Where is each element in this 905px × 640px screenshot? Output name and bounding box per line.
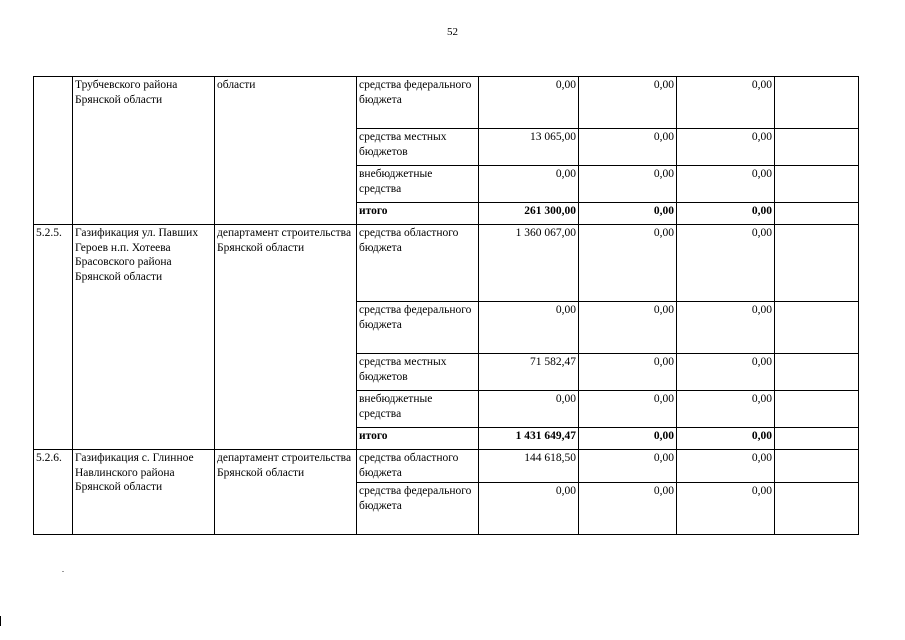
value-cell [775, 77, 859, 129]
value-cell: 0,00 [677, 450, 775, 483]
value-cell: 0,00 [479, 391, 579, 428]
value-cell: 0,00 [677, 225, 775, 302]
total-value-cell: 1 431 649,47 [479, 428, 579, 450]
table-row [34, 225, 859, 302]
value-cell: 0,00 [479, 483, 579, 535]
value-cell: 0,00 [479, 77, 579, 129]
value-cell [775, 225, 859, 302]
executor-cell: департамент строительства Брянской области [215, 450, 357, 535]
value-cell: 0,00 [579, 354, 677, 391]
total-value-cell: 261 300,00 [479, 203, 579, 225]
funding-source-cell: средства областного бюджета [357, 450, 479, 483]
value-cell: 1 360 067,00 [479, 225, 579, 302]
total-value-cell: 0,00 [677, 428, 775, 450]
value-cell: 0,00 [579, 166, 677, 203]
value-cell: 0,00 [677, 391, 775, 428]
value-cell: 144 618,50 [479, 450, 579, 483]
value-cell: 0,00 [579, 450, 677, 483]
value-cell: 0,00 [479, 166, 579, 203]
value-cell: 0,00 [579, 302, 677, 354]
item-name-cell: Газификация ул. Павших Героев н.п. Хотеева Брасовского района Брянской области [73, 225, 215, 450]
funding-source-cell: средства областного бюджета [357, 225, 479, 302]
value-cell: 0,00 [579, 225, 677, 302]
value-cell: 0,00 [579, 77, 677, 129]
item-name-cell: Газификация с. Глинное Навлинского района Брянской области [73, 450, 215, 535]
item-code-cell [34, 77, 73, 225]
value-cell [775, 166, 859, 203]
funding-source-cell: средства федерального бюджета [357, 483, 479, 535]
value-cell [775, 354, 859, 391]
value-cell [775, 483, 859, 535]
value-cell: 0,00 [677, 166, 775, 203]
value-cell [775, 450, 859, 483]
executor-cell: департамент строительства Брянской области [215, 225, 357, 450]
page-number: 52 [447, 26, 458, 38]
total-value-cell: 0,00 [579, 428, 677, 450]
total-value-cell: 0,00 [579, 203, 677, 225]
value-cell: 13 065,00 [479, 129, 579, 166]
funding-source-cell: внебюджетные средства [357, 166, 479, 203]
value-cell: 0,00 [579, 391, 677, 428]
value-cell [775, 428, 859, 450]
funding-source-cell: средства федерального бюджета [357, 302, 479, 354]
value-cell: 0,00 [579, 129, 677, 166]
value-cell [775, 203, 859, 225]
scan-margin-mark [0, 616, 1, 626]
item-code-cell: 5.2.5. [34, 225, 73, 450]
funding-source-cell: средства местных бюджетов [357, 129, 479, 166]
budget-table [33, 76, 859, 535]
value-cell: 0,00 [677, 483, 775, 535]
executor-cell: области [215, 77, 357, 225]
funding-source-cell: итого [357, 428, 479, 450]
total-value-cell: 0,00 [677, 203, 775, 225]
funding-source-cell: итого [357, 203, 479, 225]
table-row [34, 77, 859, 129]
funding-source-cell: средства федерального бюджета [357, 77, 479, 129]
value-cell: 0,00 [479, 302, 579, 354]
value-cell: 0,00 [677, 77, 775, 129]
value-cell: 0,00 [677, 354, 775, 391]
value-cell [775, 302, 859, 354]
value-cell: 71 582,47 [479, 354, 579, 391]
value-cell [775, 129, 859, 166]
value-cell [775, 391, 859, 428]
item-code-cell: 5.2.6. [34, 450, 73, 535]
funding-source-cell: внебюджетные средства [357, 391, 479, 428]
value-cell: 0,00 [677, 302, 775, 354]
funding-source-cell: средства местных бюджетов [357, 354, 479, 391]
item-name-cell: Трубчевского района Брянской области [73, 77, 215, 225]
value-cell: 0,00 [677, 129, 775, 166]
value-cell: 0,00 [579, 483, 677, 535]
scan-speck [62, 571, 64, 572]
table-row [34, 450, 859, 483]
